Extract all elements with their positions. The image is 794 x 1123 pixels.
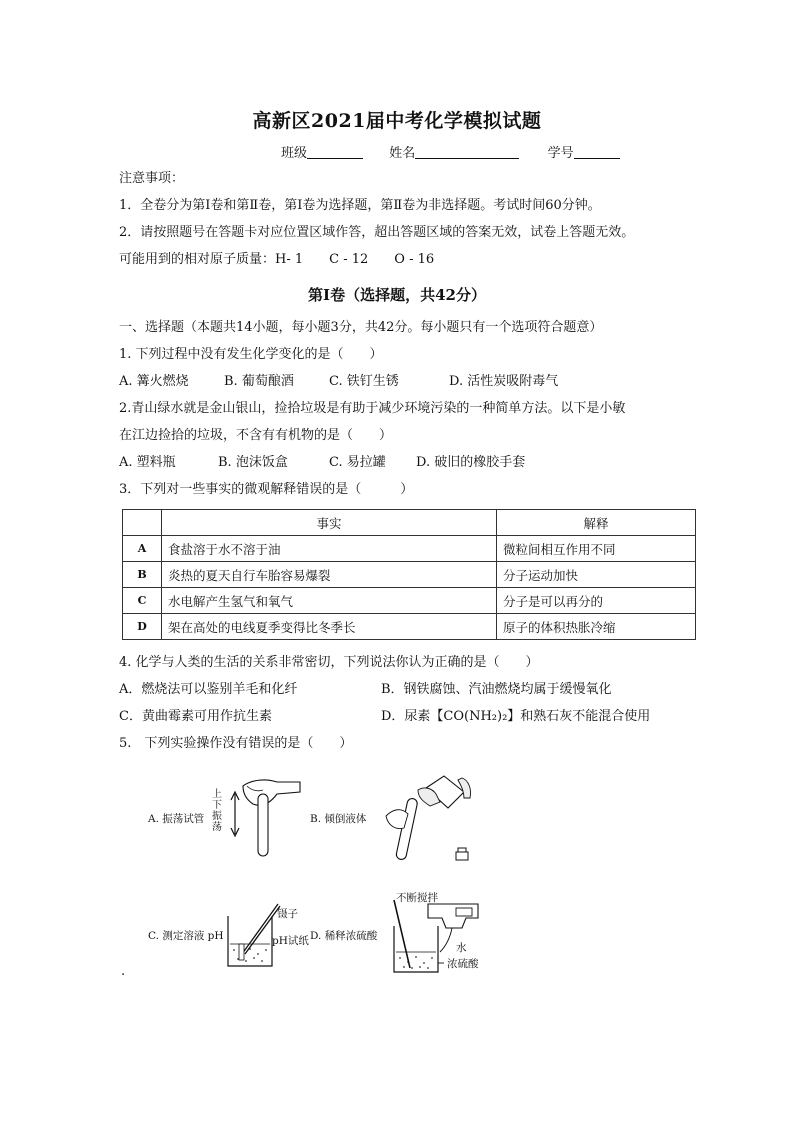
table-cell: 分子运动加快 (497, 562, 696, 588)
table-cell: C (123, 588, 162, 614)
q5-tail: . (121, 964, 126, 979)
fig-c-label-ph-paper: pH试纸 (272, 935, 309, 947)
table-cell: 架在高处的电线夏季变得比冬季长 (162, 614, 497, 640)
table-cell: D (123, 614, 162, 640)
fig-d-label-water: 水 (456, 942, 467, 954)
q1-option-a[interactable]: A. 篝火燃烧 (119, 374, 189, 389)
notice-item-2: 2．请按照题号在答题卡对应位置区域作答，超出答题区域的答案无效，试卷上答题无效。 (119, 225, 635, 240)
table-cell: 食盐溶于水不溶于油 (162, 536, 497, 562)
fig-b-caption: B. 倾倒液体 (310, 813, 367, 825)
table-cell: 炎热的夏天自行车胎容易爆裂 (162, 562, 497, 588)
table-row (123, 588, 696, 614)
id-blank[interactable] (574, 144, 620, 159)
q3-table (122, 509, 696, 640)
table-cell: 原子的体积热胀冷缩 (497, 614, 696, 640)
class-blank[interactable] (307, 144, 363, 159)
q4-option-d[interactable]: D．尿素【CO(NH₂)₂】和熟石灰不能混合使用 (381, 709, 651, 724)
id-label: 学号 (547, 146, 574, 161)
table-row (123, 562, 696, 588)
q2-option-b[interactable]: B. 泡沫饭盒 (218, 455, 288, 470)
fig-a-note: 上下振荡 (212, 789, 222, 833)
q4-option-a[interactable]: A．燃烧法可以鉴别羊毛和化纤 (119, 682, 298, 697)
q2-option-a[interactable]: A. 塑料瓶 (119, 455, 176, 470)
table-cell: 分子是可以再分的 (497, 588, 696, 614)
name-label: 姓名 (389, 146, 416, 161)
fig-d-caption: D. 稀释浓硫酸 (310, 930, 378, 942)
fig-c-caption: C. 测定溶液 pH (148, 930, 224, 942)
q2-option-d[interactable]: D. 破旧的橡胶手套 (416, 455, 526, 470)
fig-c-label-tweezers: 镊子 (277, 908, 298, 920)
q3-stem: 3．下列对一些事实的微观解释错误的是（ ） (119, 482, 414, 497)
class-label: 班级 (281, 146, 308, 161)
table-row (123, 614, 696, 640)
page-title: 高新区2021届中考化学模拟试题 (252, 110, 542, 132)
table-cell: B (123, 562, 162, 588)
table-header-cell: 事实 (162, 510, 497, 536)
table-header-cell: 解释 (497, 510, 696, 536)
student-info (281, 144, 620, 163)
notice-heading: 注意事项： (119, 171, 185, 186)
table-header-cell (123, 510, 162, 536)
q1-option-c[interactable]: C. 铁钉生锈 (329, 374, 399, 389)
q4-option-b[interactable]: B．钢铁腐蚀、汽油燃烧均属于缓慢氧化 (381, 682, 612, 697)
table-row (123, 536, 696, 562)
q1-stem: 1. 下列过程中没有发生化学变化的是（ ） (119, 347, 383, 362)
fig-d-label-acid: 浓硫酸 (447, 958, 479, 970)
q2-stem-line2: 在江边捡拾的垃圾，不含有有机物的是（ ） (119, 428, 393, 443)
q1-option-d[interactable]: D. 活性炭吸附毒气 (449, 374, 559, 389)
name-blank[interactable] (415, 144, 519, 159)
fig-b-pouring (378, 768, 478, 868)
notice-item-1: 1．全卷分为第Ⅰ卷和第Ⅱ卷，第Ⅰ卷为选择题，第Ⅱ卷为非选择题。考试时间60分钟。 (119, 198, 601, 213)
q4-option-c[interactable]: C．黄曲霉素可用作抗生素 (119, 709, 272, 724)
q4-stem: 4. 化学与人类的生活的关系非常密切，下列说法你认为正确的是（ ） (119, 655, 539, 670)
table-cell: 微粒间相互作用不同 (497, 536, 696, 562)
table-header-row (123, 510, 696, 536)
section-instruction: 一、选择题（本题共14小题，每小题3分，共42分。每小题只有一个选项符合题意） (119, 320, 603, 335)
fig-d-label-stir: 不断搅拌 (396, 892, 438, 904)
q5-stem: 5. 下列实验操作没有错误的是（ ） (119, 736, 353, 751)
atomic-mass-line: 可能用到的相对原子质量：H- 1 C - 12 O - 16 (119, 252, 435, 267)
q1-option-b[interactable]: B. 葡萄酿酒 (224, 374, 294, 389)
q2-option-c[interactable]: C. 易拉罐 (329, 455, 386, 470)
fig-a-caption: A. 振荡试管 (148, 813, 205, 825)
q2-stem-line1: 2.青山绿水就是金山银山，捡拾垃圾是有助于减少环境污染的一种简单方法。以下是小敏 (119, 401, 626, 416)
section-title: 第Ⅰ卷（选择题，共42分） (308, 286, 486, 304)
table-cell: 水电解产生氢气和氧气 (162, 588, 497, 614)
fig-d-dilution (390, 896, 500, 976)
table-cell: A (123, 536, 162, 562)
